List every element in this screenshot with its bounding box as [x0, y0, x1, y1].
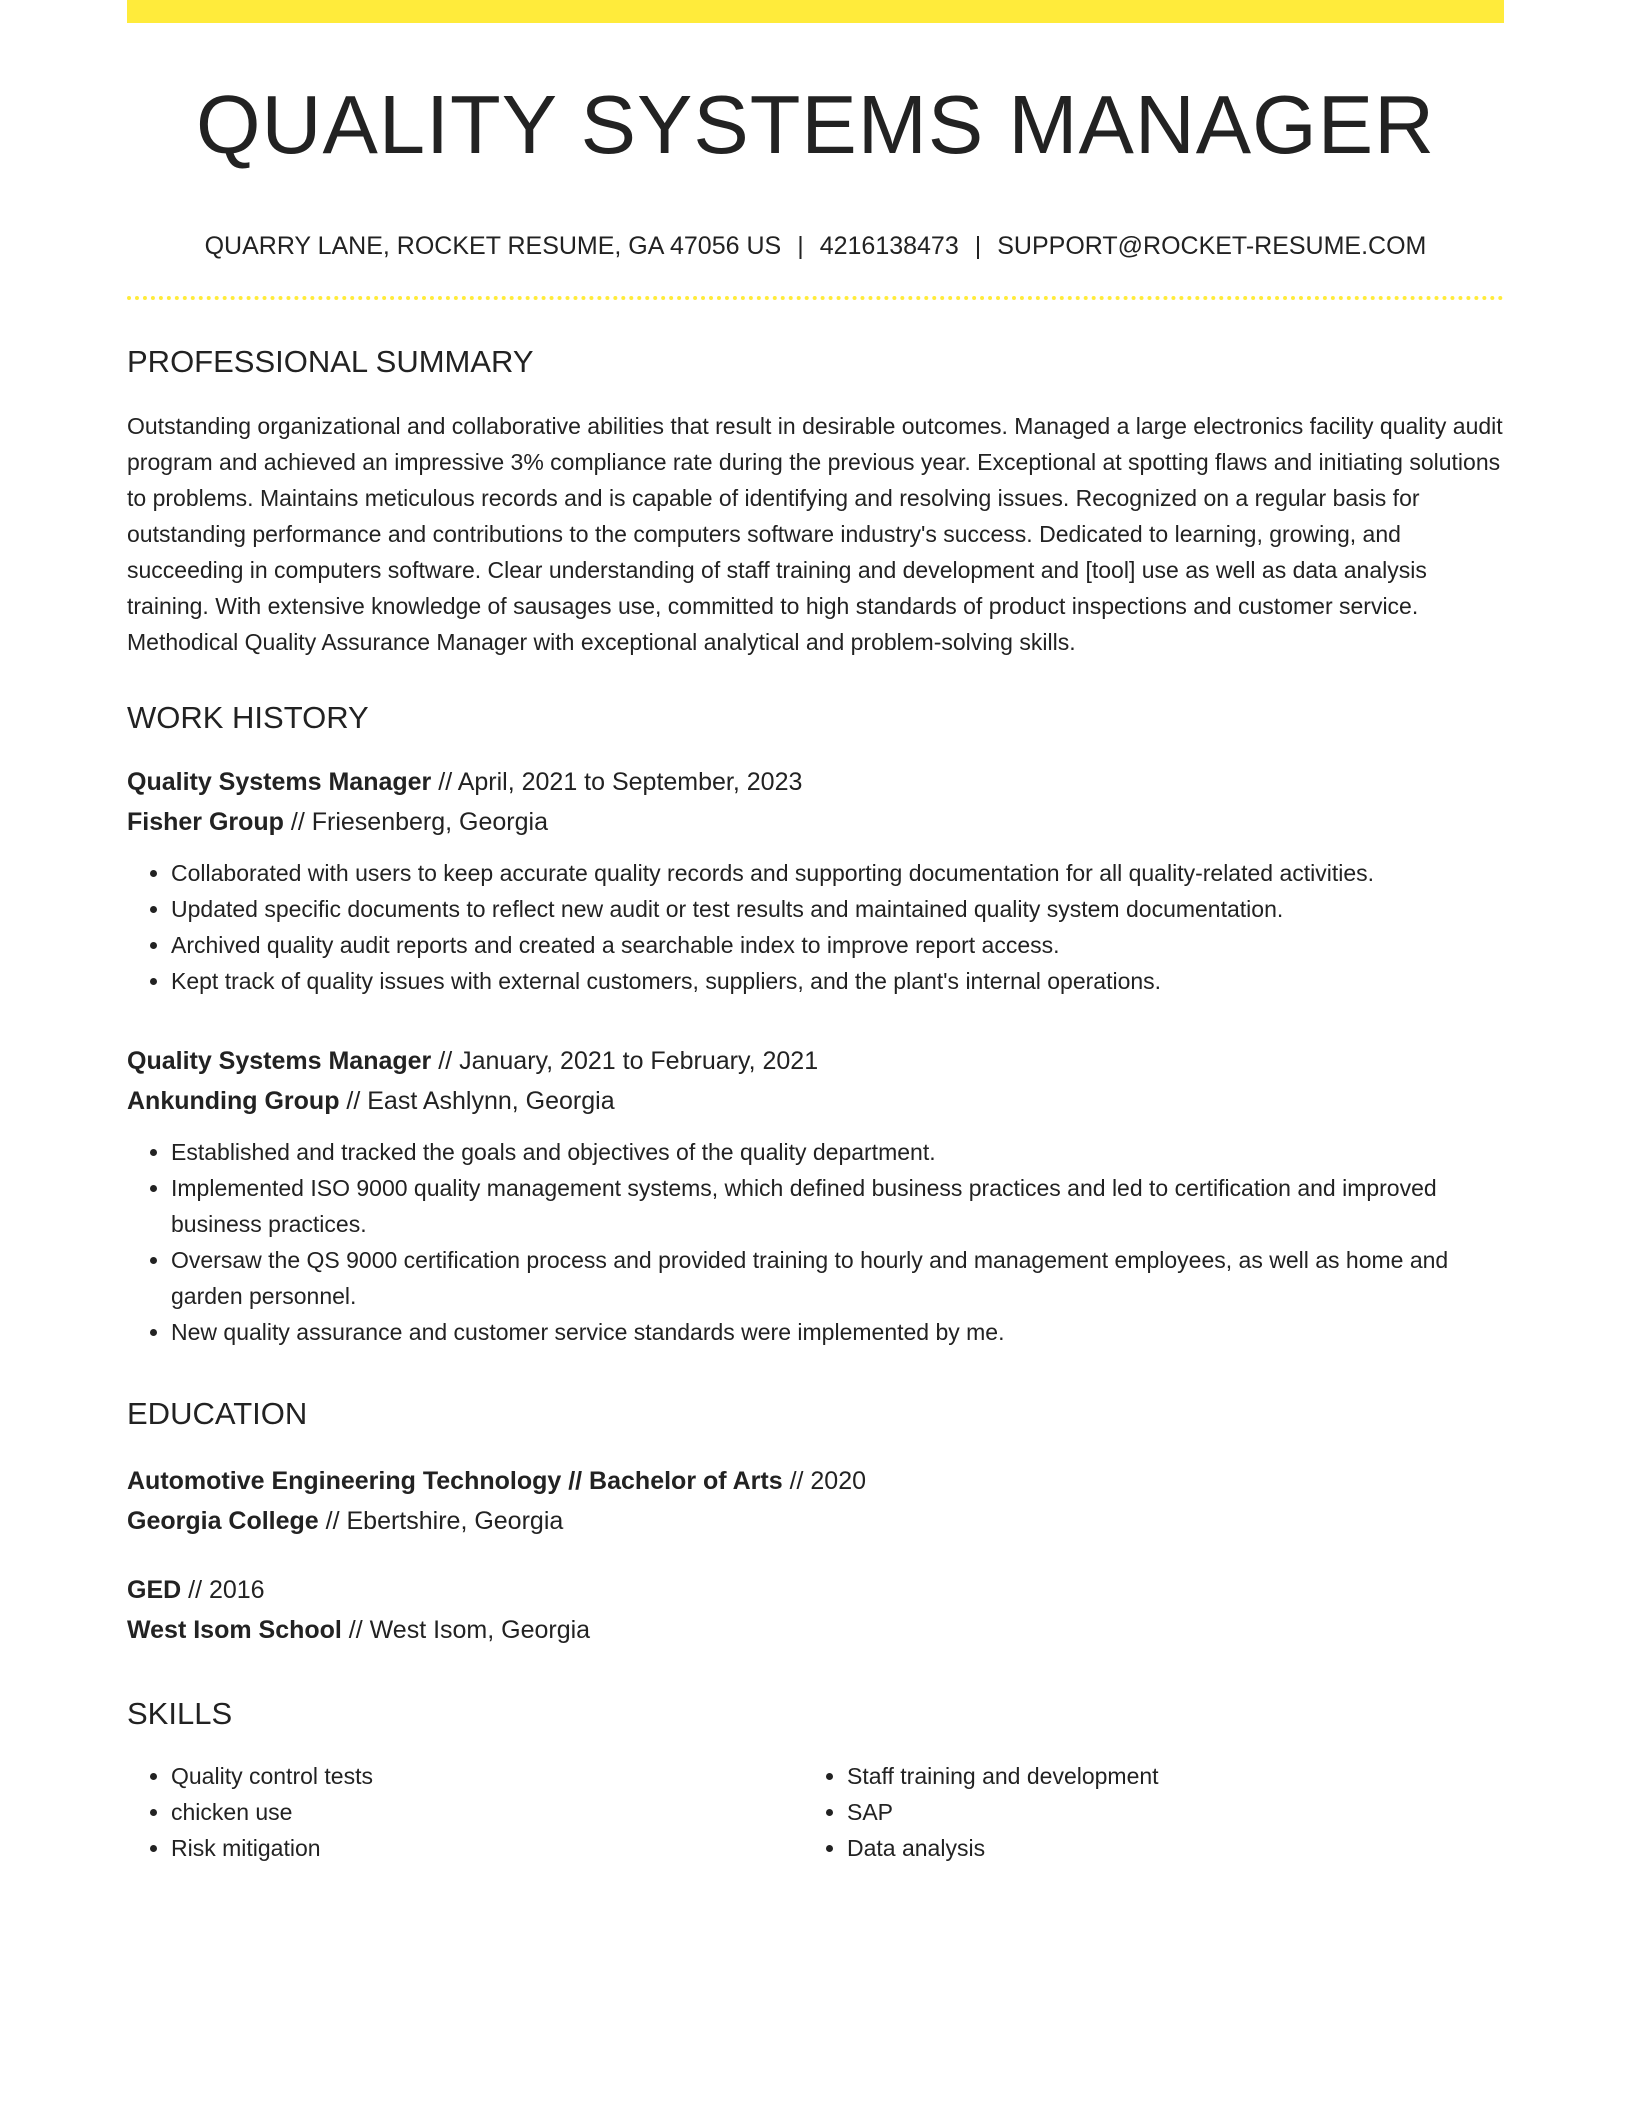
summary-heading: PROFESSIONAL SUMMARY — [127, 344, 534, 379]
skill-item: • SAP — [847, 1794, 1504, 1830]
degree-line — [127, 1570, 1504, 1610]
job-company-line — [127, 802, 1504, 842]
contact-phone: 4216138473 — [819, 232, 959, 260]
job-role: Quality Systems Manager — [127, 1047, 432, 1075]
job-duties-list — [127, 855, 1504, 999]
job-location: // Friesenberg, Georgia — [283, 808, 548, 836]
job-duty: • Archived quality audit reports and created a searchable index to improve report access. — [171, 927, 1504, 963]
education-entry — [127, 1461, 1504, 1541]
job-dates: // January, 2021 to February, 2021 — [431, 1047, 819, 1075]
skills-list-right — [803, 1758, 1504, 1866]
job-duties-list — [127, 1134, 1504, 1350]
degree-year: // 2016 — [181, 1576, 265, 1604]
job-duty: • Established and tracked the goals and objectives of the quality department. — [171, 1134, 1504, 1170]
job-duty: • Oversaw the QS 9000 certification process and provided training to hourly and management employees, as well as home and garden personnel. — [171, 1242, 1504, 1314]
job-duty: • Implemented ISO 9000 quality management systems, which defined business practices and led to certification and improved business practices. — [171, 1170, 1504, 1242]
job-duty: • Collaborated with users to keep accurate quality records and supporting documentation for all quality-related activities. — [171, 855, 1504, 891]
job-entry — [127, 1041, 1504, 1350]
work-history-heading: WORK HISTORY — [127, 700, 369, 735]
resume-title: QUALITY SYSTEMS MANAGER — [195, 78, 1436, 171]
education-entry — [127, 1570, 1504, 1650]
contact-line — [127, 234, 1504, 259]
degree-year: // 2020 — [782, 1467, 867, 1495]
contact-email: SUPPORT@ROCKET-RESUME.COM — [997, 232, 1427, 260]
skills-heading: SKILLS — [127, 1696, 233, 1731]
skills-list-left — [127, 1758, 803, 1866]
job-duty: • Kept track of quality issues with external customers, suppliers, and the plant's internal operations. — [171, 963, 1504, 999]
job-duty: • New quality assurance and customer service standards were implemented by me. — [171, 1314, 1504, 1350]
school-line — [127, 1610, 1504, 1650]
contact-separator: | — [797, 232, 804, 260]
school-line — [127, 1501, 1504, 1541]
school-location: // Ebertshire, Georgia — [318, 1507, 564, 1535]
summary-text: Outstanding organizational and collaborative abilities that result in desirable outcomes. Managed a large electronics facility quality audit program and achieved an impressive 3% compliance rate during the previous year. Exceptional at spotting flaws and initiating solutions to problems. Maintains meticulous records and is capable of identifying and resolving issues. Recognized on a regular basis for outstanding performance and contributions to the computers software industry's success. Dedicated to learning, growing, and succeeding in computers software. Clear understanding of staff training and development and [tool] use as well as data analysis training. With extensive knowledge of sausages use, committed to high standards of product inspections and customer service. Methodical Quality Assurance Manager with exceptional analytical and problem-solving skills. — [127, 413, 1503, 655]
skill-item: • Risk mitigation — [171, 1830, 803, 1866]
contact-separator: | — [974, 232, 982, 260]
skill-item: • chicken use — [171, 1794, 803, 1830]
job-title-line — [127, 1041, 1504, 1081]
education-heading: EDUCATION — [127, 1396, 308, 1431]
job-duty: • Updated specific documents to reflect new audit or test results and maintained quality system documentation. — [171, 891, 1504, 927]
skills-columns — [127, 1758, 1504, 1866]
job-title-line — [127, 762, 1504, 802]
accent-top-bar — [127, 0, 1504, 23]
contact-address: QUARRY LANE, ROCKET RESUME, GA 47056 US — [204, 232, 782, 260]
degree: GED — [127, 1576, 182, 1604]
degree-line — [127, 1461, 1504, 1501]
skill-item: • Staff training and development — [847, 1758, 1504, 1794]
degree: Automotive Engineering Technology // Bachelor of Arts — [127, 1467, 783, 1495]
school: Georgia College — [127, 1507, 319, 1535]
dotted-divider — [127, 296, 1504, 300]
skill-item: • Data analysis — [847, 1830, 1504, 1866]
school: West Isom School — [127, 1616, 342, 1644]
job-company: Fisher Group — [127, 808, 284, 836]
job-dates: // April, 2021 to September, 2023 — [431, 768, 803, 796]
skill-item: • Quality control tests — [171, 1758, 803, 1794]
job-role: Quality Systems Manager — [127, 768, 432, 796]
job-company: Ankunding Group — [127, 1087, 340, 1115]
school-location: // West Isom, Georgia — [341, 1616, 591, 1644]
job-company-line — [127, 1081, 1504, 1121]
resume-page — [127, 0, 1504, 1866]
job-entry — [127, 762, 1504, 999]
job-location: // East Ashlynn, Georgia — [339, 1087, 615, 1115]
